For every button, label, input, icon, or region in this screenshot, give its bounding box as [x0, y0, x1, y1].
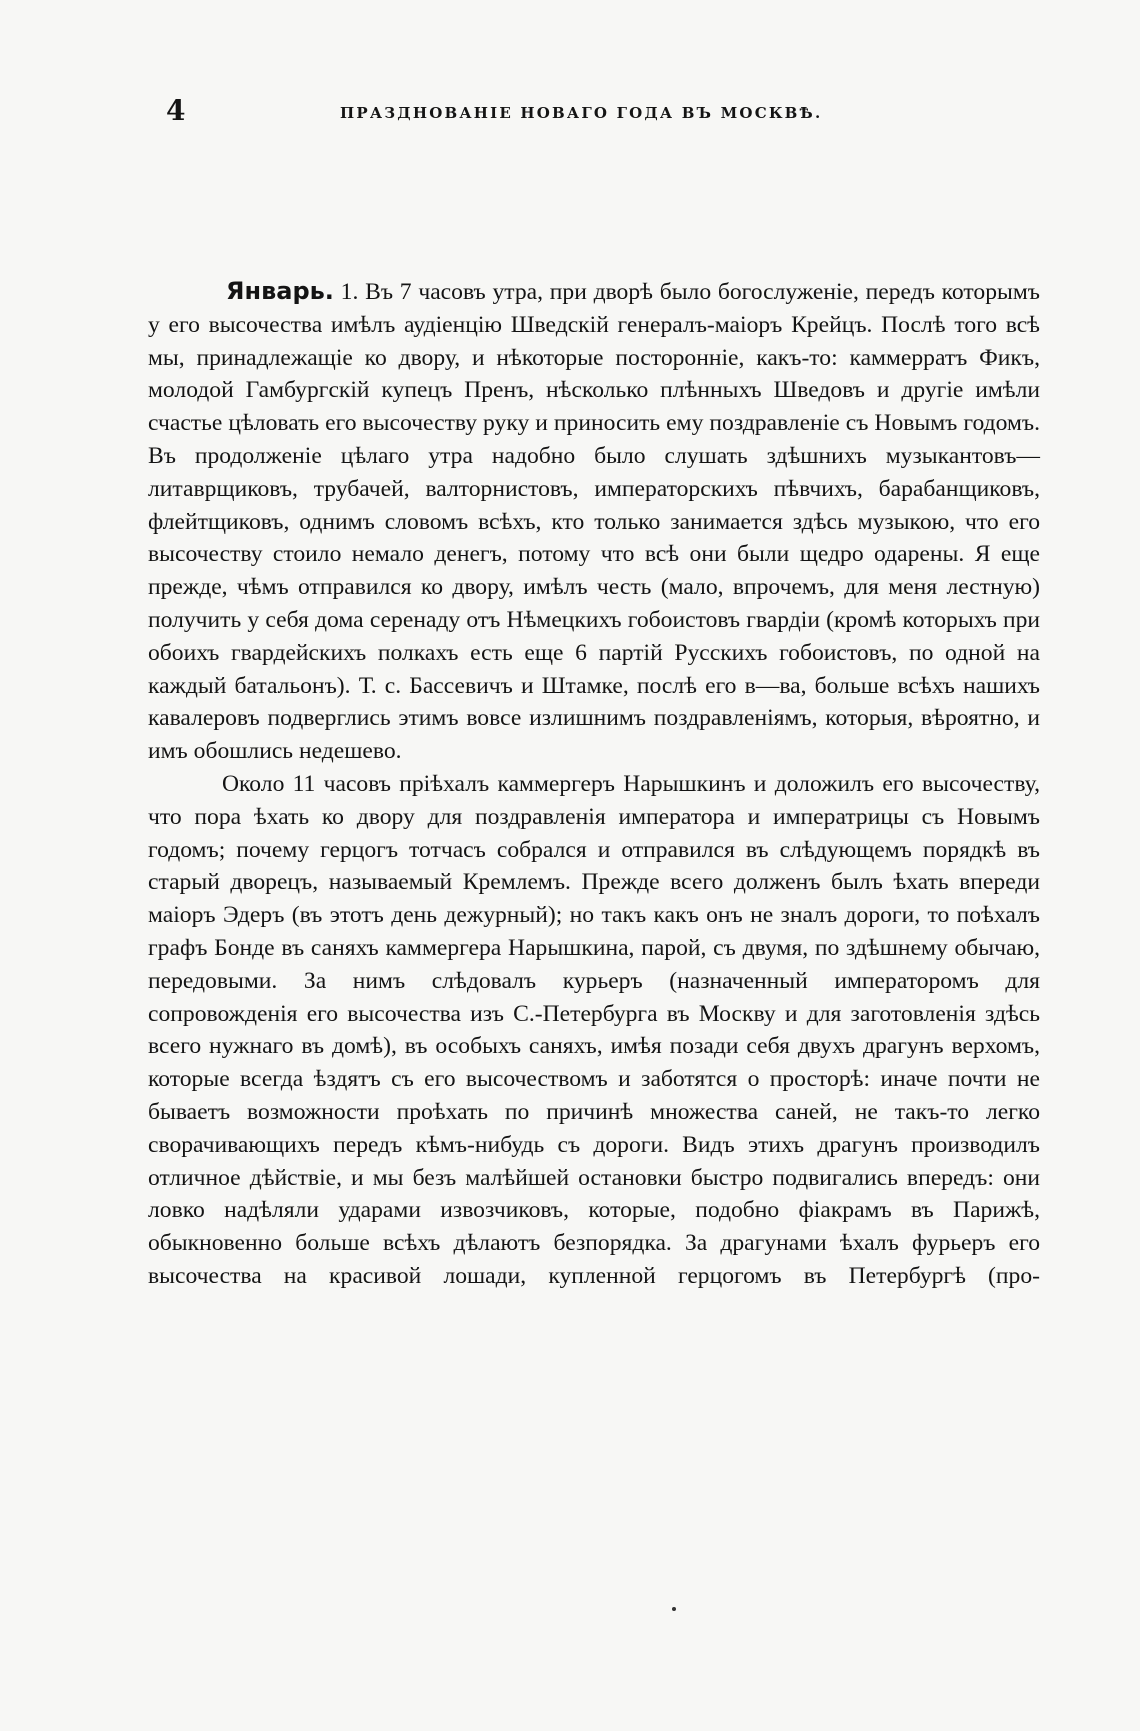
running-head: ПРАЗДНОВАНІЕ НОВАГО ГОДА ВЪ МОСКВѢ.	[340, 104, 823, 122]
date-heading: Январь.	[226, 277, 334, 305]
page-header	[0, 94, 1140, 134]
page-number: 4	[166, 94, 186, 127]
paragraph-1	[148, 275, 1040, 768]
paragraph-2: Около 11 часовъ пріѣхалъ каммергеръ Нарышкинъ и доложилъ его высочеству, что пора ѣхать ко двору для поздравленія императора и императрицы съ Новымъ годомъ; почему герцогъ тотчасъ собрался и отправился въ слѣдующемъ порядкѣ въ старый дворецъ, называемый Кремлемъ. Прежде всего долженъ былъ ѣхать впереди маіоръ Эдеръ (въ этотъ день дежурный); но такъ какъ онъ не зналъ дороги, то поѣхалъ графъ Бонде въ саняхъ каммергера Нарышкина, парой, съ двумя, по здѣшнему обычаю, передовыми. За нимъ слѣдовалъ курьеръ (назначенный императоромъ для сопровожденія его высочества изъ С.-Петербурга въ Москву и для заготовленія здѣсь всего нужнаго въ домѣ), въ особыхъ саняхъ, имѣя позади себя двухъ драгунъ верхомъ, которые всегда ѣздятъ съ его высочествомъ и заботятся о просторѣ: иначе почти не бываетъ возможности проѣхать по причинѣ множества саней, не такъ-то легко сворачивающихъ передъ кѣмъ-нибудь съ дороги. Видъ этихъ драгунъ производилъ отличное дѣйствіе, и мы безъ малѣйшей остановки быстро подвигались впередъ: они ловко надѣляли ударами извозчиковъ, которые, подобно фіакрамъ въ Парижѣ, обыкновенно больше всѣхъ дѣлаютъ безпорядка. За драгунами ѣхалъ фурьеръ его высочества на красивой лошади, купленной герцогомъ въ Петербургѣ (про-	[148, 770, 1040, 1289]
ink-speck	[672, 1607, 676, 1611]
main-text	[148, 275, 1040, 1293]
paragraph-1-text: 1. Въ 7 часовъ утра, при дворѣ было богослуженіе, передъ которымъ у его высочества имѣлъ аудіенцію Шведскій генералъ-маіоръ Крейцъ. Послѣ того всѣ мы, принадлежащіе ко двору, и нѣкоторые посторонніе, какъ-то: каммерратъ Фикъ, молодой Гамбургскій купецъ Пренъ, нѣсколько плѣнныхъ Шведовъ и другіе имѣли счастье цѣловать его высочеству руку и приносить ему поздравленіе съ Новымъ годомъ. Въ продолженіе цѣлаго утра надобно было слушать здѣшнихъ музыкантовъ—литаврщиковъ, трубачей, валторнистовъ, императорскихъ пѣвчихъ, барабанщиковъ, флейтщиковъ, однимъ словомъ всѣхъ, кто только занимается здѣсь музыкою, что его высочеству стоило немало денегъ, потому что всѣ они были щедро одарены. Я еще прежде, чѣмъ отправился ко двору, имѣлъ честь (мало, впрочемъ, для меня лестную) получить у себя дома серенаду отъ Нѣмецкихъ гобоистовъ гвардіи (кромѣ которыхъ при обоихъ гвардейскихъ полкахъ есть еще 6 партій Русскихъ гобоистовъ, по одной на каждый батальонъ). Т. с. Бассевичъ и Штамке, послѣ его в—ва, больше всѣхъ нашихъ кавалеровъ подверглись этимъ вовсе излишнимъ поздравленіямъ, которыя, вѣроятно, и имъ обошлись недешево.	[148, 279, 1040, 765]
